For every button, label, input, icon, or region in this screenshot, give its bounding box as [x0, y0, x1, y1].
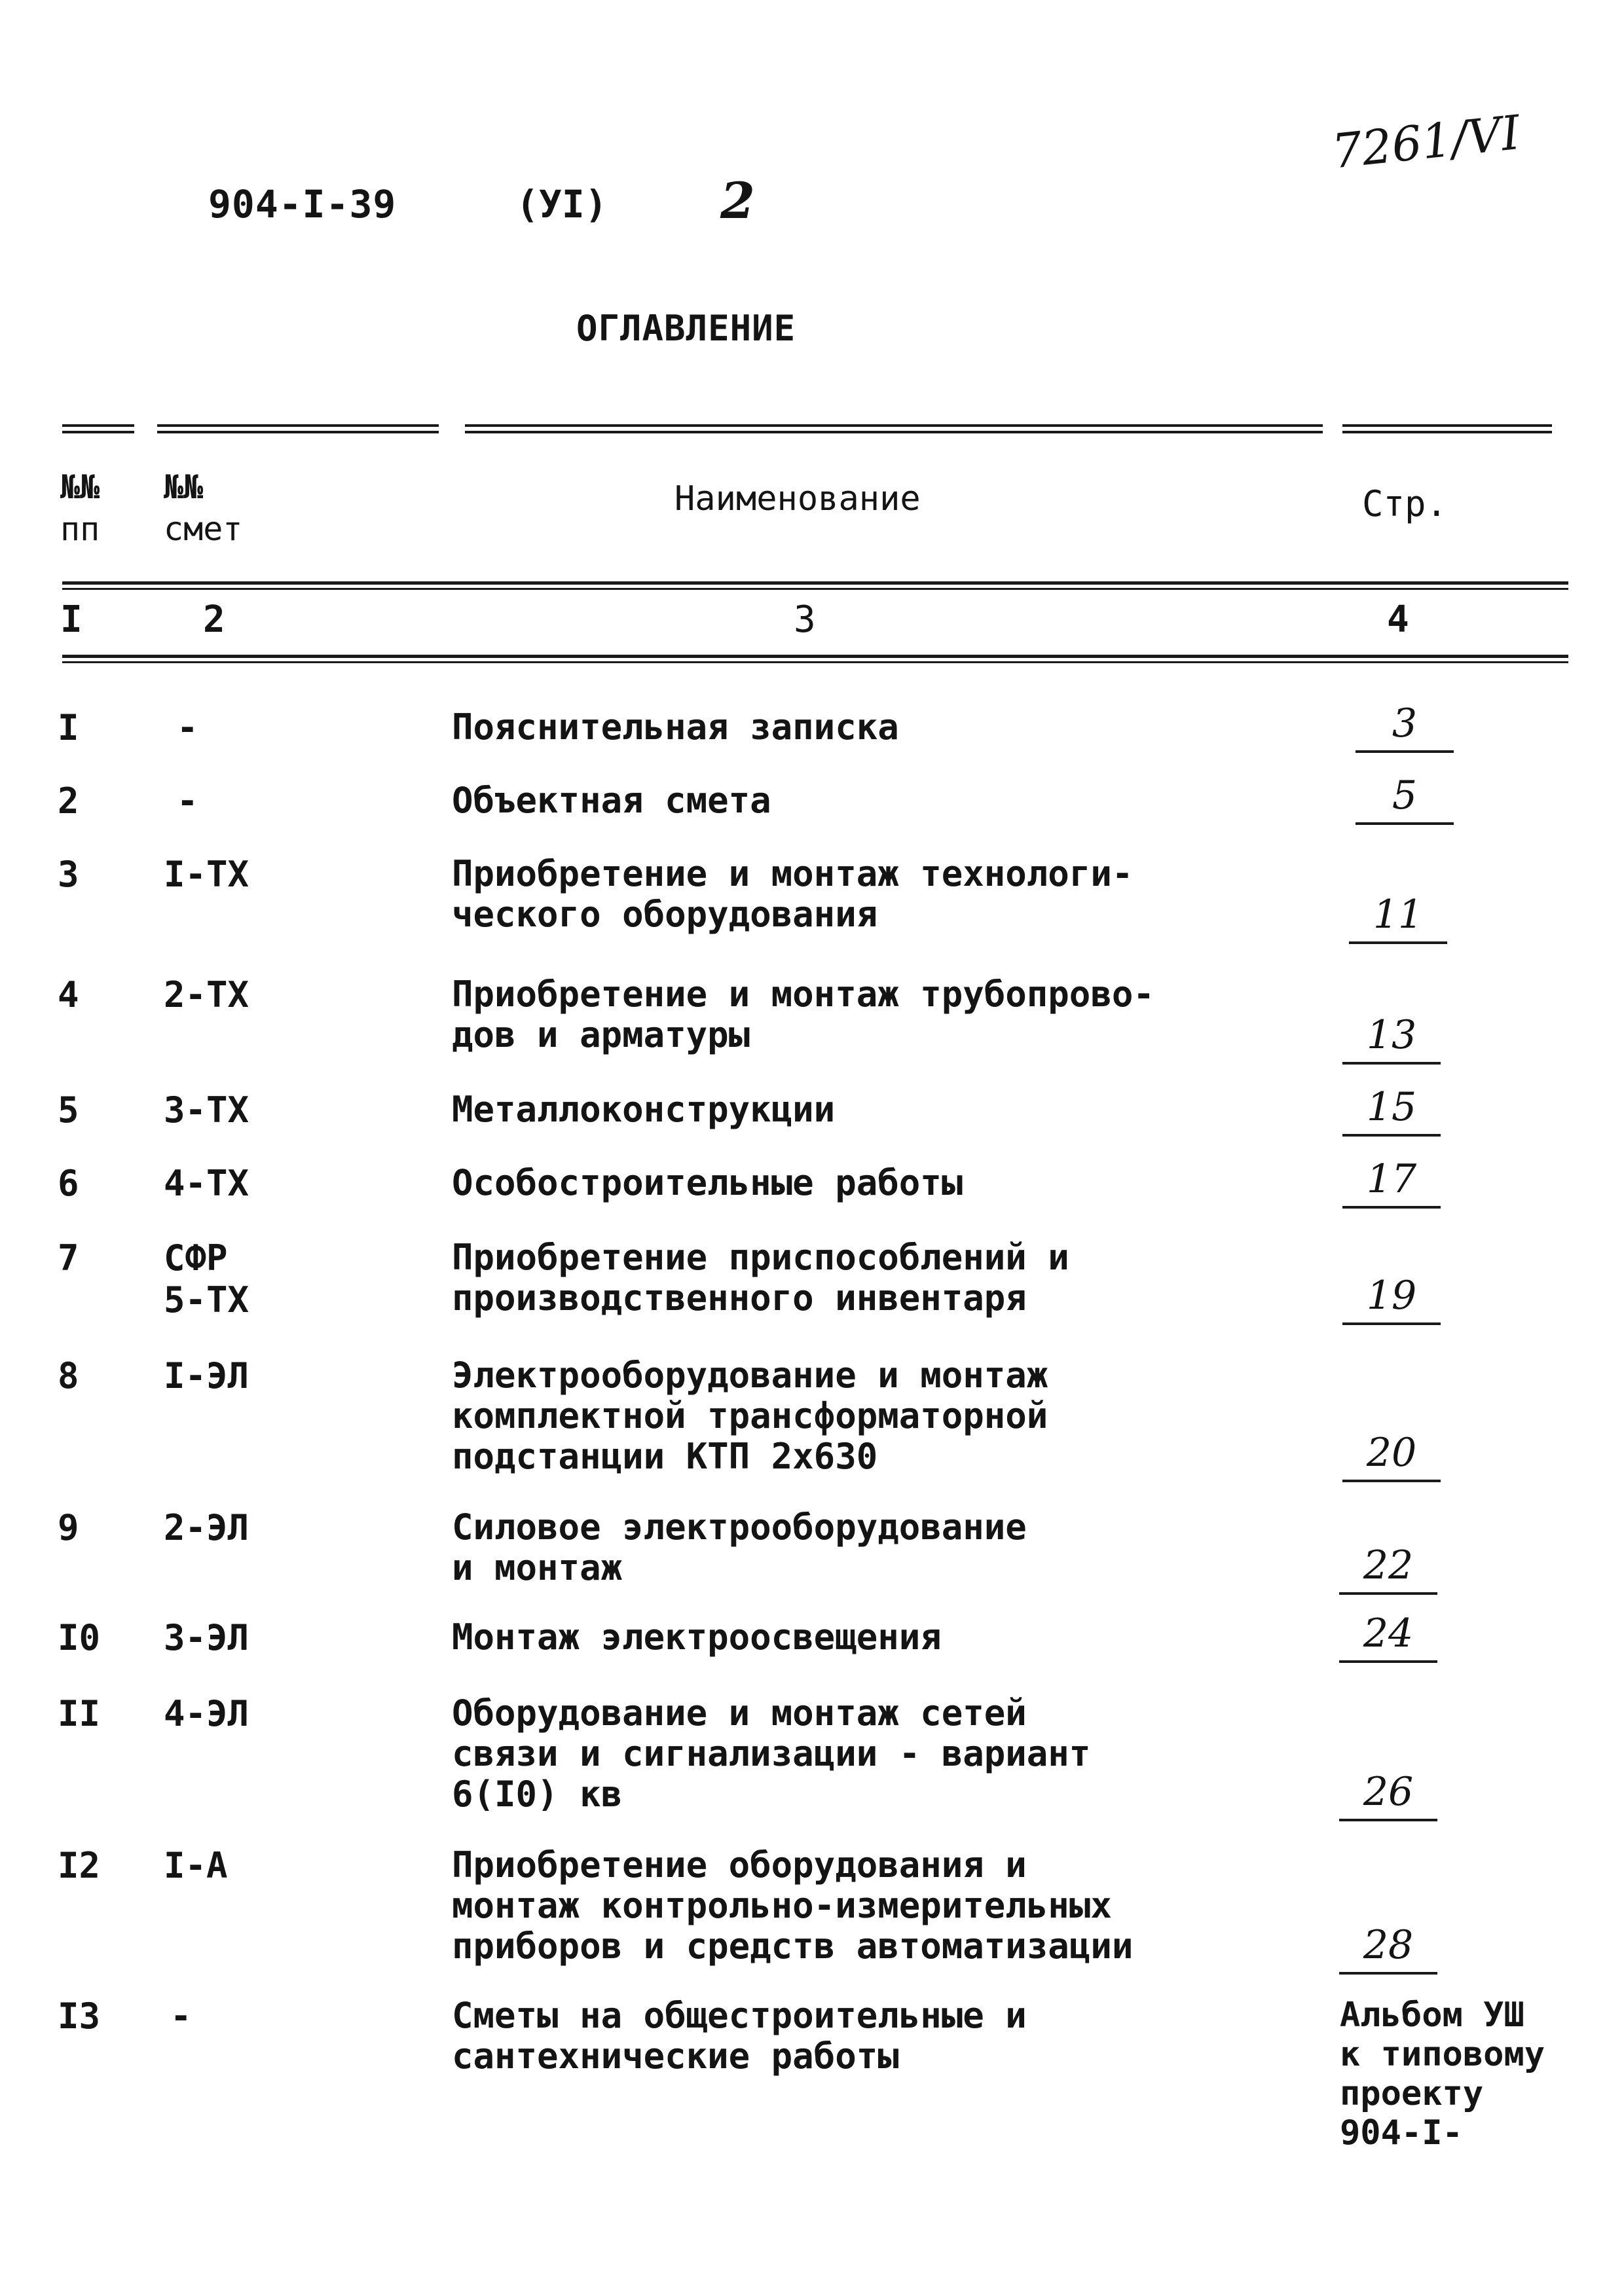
row-number: 3	[58, 854, 79, 895]
col-number-4: 4	[1387, 598, 1409, 641]
row-name: Металлоконструкции	[452, 1089, 836, 1130]
row-number: 6	[58, 1163, 79, 1204]
row-page: 24	[1339, 1611, 1437, 1656]
col-header-estimate-line2: смет	[164, 510, 243, 548]
row-page: 22	[1339, 1542, 1437, 1588]
row-name: Приобретение оборудования и монтаж контрольно-измерительных приборов и средств автоматизации	[452, 1844, 1134, 1967]
row-page: 11	[1349, 892, 1447, 938]
row-estimate: I-ТХ	[164, 854, 249, 895]
row-estimate: 4-ТХ	[164, 1163, 249, 1204]
row-page: 15	[1342, 1084, 1441, 1130]
row-estimate: I-А	[164, 1845, 228, 1886]
row-estimate: 3-ТХ	[164, 1089, 249, 1131]
col-header-num-line2: пп	[60, 510, 100, 548]
row-name: Оборудование и монтаж сетей связи и сигнализации - вариант 6(I0) кв	[452, 1692, 1091, 1815]
top-rule-seg-1	[62, 424, 134, 433]
row-estimate: -	[177, 780, 198, 822]
top-rule-seg-2	[157, 424, 439, 433]
col-header-estimate	[164, 466, 242, 550]
row-name: Электрооборудование и монтаж комплектной трансформаторной подстанции КТП 2х630	[452, 1355, 1048, 1477]
row-number: 2	[58, 780, 79, 822]
document-title: ОГЛАВЛЕНИЕ	[576, 308, 796, 349]
row-page: 20	[1342, 1430, 1441, 1476]
row-name: Особостроительные работы	[452, 1162, 963, 1203]
row-estimate: 4-ЭЛ	[164, 1693, 249, 1734]
row-estimate: 2-ЭЛ	[164, 1507, 249, 1548]
row-number: 5	[58, 1089, 79, 1131]
row-number: I	[58, 707, 79, 748]
row-page-reference: Альбом УШ к типовому проекту 904-I-	[1340, 1995, 1545, 2153]
col-number-2: 2	[203, 598, 225, 641]
row-name: Приобретение приспособлений и производственного инвентаря	[452, 1237, 1069, 1319]
col-number-3: 3	[794, 598, 816, 641]
col-header-num-line1: №№	[60, 468, 100, 506]
row-name: Сметы на общестроительные и сантехнические работы	[452, 1995, 1027, 2077]
row-page: 28	[1339, 1922, 1437, 1968]
row-page: 5	[1356, 773, 1454, 818]
row-number: II	[58, 1693, 101, 1734]
row-name: Пояснительная записка	[452, 706, 899, 748]
archive-number: 7261/VI	[1329, 104, 1523, 179]
row-page: 17	[1342, 1156, 1441, 1202]
row-number: I3	[58, 1995, 101, 2037]
row-name: Силовое электрооборудование и монтаж	[452, 1506, 1027, 1588]
row-page: 3	[1356, 701, 1454, 746]
col-header-name: Наименование	[674, 479, 921, 519]
project-code: 904-I-39	[208, 182, 397, 227]
row-name: Монтаж электроосвещения	[452, 1616, 942, 1658]
row-estimate: -	[170, 1995, 192, 2037]
row-page: 19	[1342, 1273, 1441, 1319]
top-rule-seg-4	[1342, 424, 1552, 433]
col-number-1: I	[60, 598, 83, 641]
row-number: 4	[58, 974, 79, 1015]
col-header-page: Стр.	[1362, 483, 1448, 524]
top-rule-seg-3	[465, 424, 1323, 433]
row-page: 26	[1339, 1769, 1437, 1815]
row-page: 13	[1342, 1012, 1441, 1058]
row-number: 7	[58, 1237, 79, 1279]
row-number: 9	[58, 1507, 79, 1548]
row-number: 8	[58, 1355, 79, 1396]
row-name: Приобретение и монтаж технологи- ческого оборудования	[452, 853, 1134, 935]
row-name: Объектная смета	[452, 780, 771, 821]
header-bottom-rule-2	[62, 588, 1568, 590]
row-estimate: I-ЭЛ	[164, 1355, 249, 1396]
row-estimate: 2-ТХ	[164, 974, 249, 1015]
colnum-bottom-rule-2	[62, 661, 1568, 663]
volume-label: (УI)	[516, 182, 608, 227]
colnum-bottom-rule	[62, 655, 1568, 658]
col-header-estimate-line1: №№	[164, 468, 204, 506]
row-estimate: СФР 5-ТХ	[164, 1237, 249, 1321]
row-estimate: 3-ЭЛ	[164, 1617, 249, 1658]
page-number: 2	[720, 172, 755, 230]
header-bottom-rule	[62, 581, 1568, 585]
row-number: I2	[58, 1845, 101, 1886]
row-number: I0	[58, 1617, 101, 1658]
col-header-num	[60, 466, 100, 550]
row-name: Приобретение и монтаж трубопрово- дов и арматуры	[452, 974, 1154, 1055]
row-estimate: -	[177, 707, 198, 748]
